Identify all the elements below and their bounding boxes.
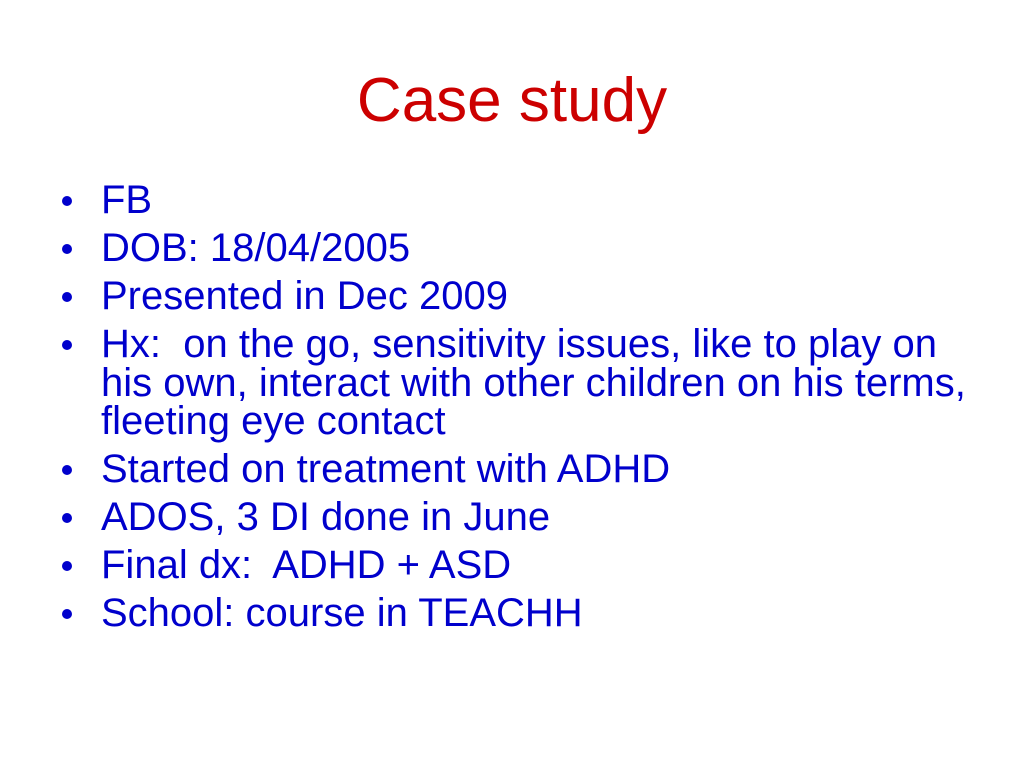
bullet-icon [62, 513, 72, 523]
bullet-icon [62, 244, 72, 254]
list-item-text: Presented in Dec 2009 [101, 274, 508, 318]
bullet-icon [62, 196, 72, 206]
slide-title: Case study [356, 66, 668, 135]
bullet-icon [62, 292, 72, 302]
bullet-icon [62, 609, 72, 619]
list-item [0, 447, 1000, 491]
bullet-icon [62, 465, 72, 475]
list-item-text: Started on treatment with ADHD [101, 447, 671, 491]
list-item-text: FB [101, 178, 153, 222]
bullet-icon [62, 340, 72, 350]
list-item-text: Final dx: ADHD + ASD [101, 543, 512, 587]
bullet-list [0, 178, 1000, 642]
list-item [0, 543, 1000, 587]
list-item-text: DOB: 18/04/2005 [101, 226, 411, 270]
list-item [0, 591, 1000, 635]
list-item [0, 226, 1000, 270]
list-item-text: Hx: on the go, sensitivity issues, like to play on his own, interact with other children on his terms, fleeting eye contact [101, 322, 977, 443]
bullet-icon [62, 561, 72, 571]
list-item-text: ADOS, 3 DI done in June [101, 495, 551, 539]
list-item [0, 495, 1000, 539]
list-item [0, 274, 1000, 318]
list-item [0, 322, 1000, 443]
list-item-text: School: course in TEACHH [101, 591, 583, 635]
list-item [0, 178, 1000, 222]
